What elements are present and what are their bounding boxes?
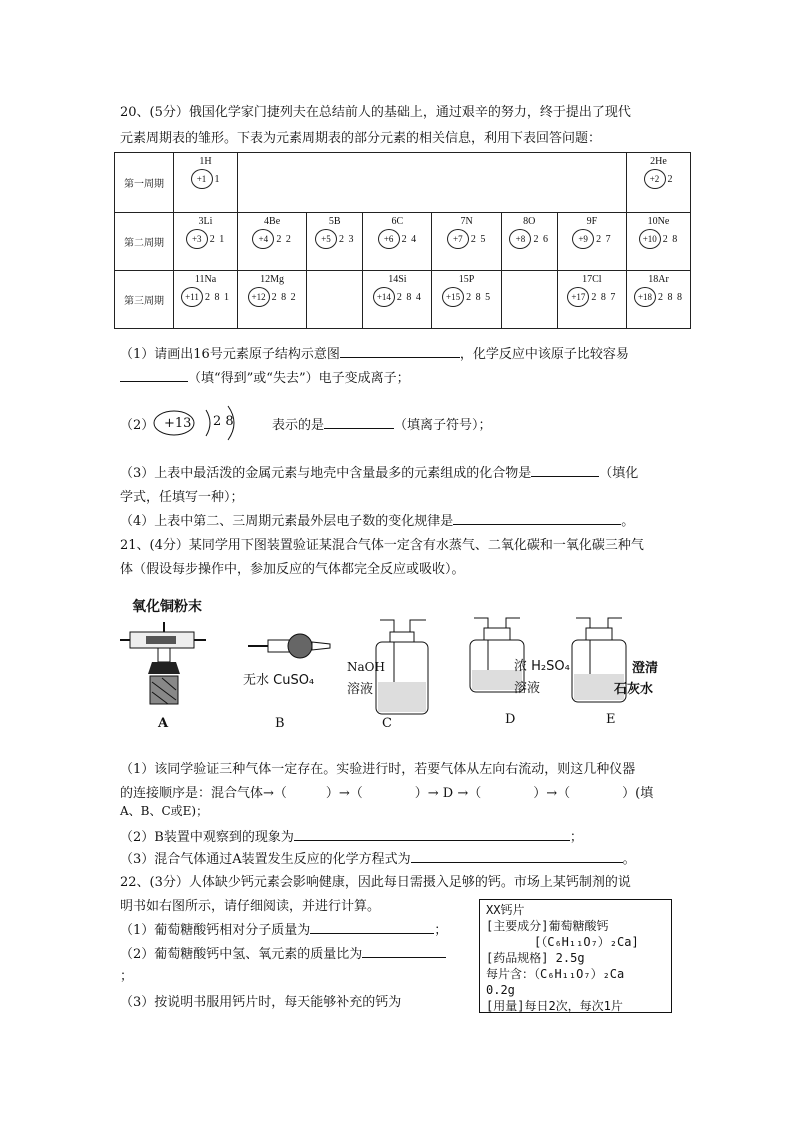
label-line: XX钙片 <box>486 903 525 917</box>
figure-title: 氧化铜粉末 <box>132 599 202 615</box>
empty-cell <box>501 271 557 329</box>
element-cell: 4Be +4 2 2 <box>238 213 307 271</box>
q22-part1: （1）葡萄糖酸钙相对分子质量为 ； <box>120 923 448 938</box>
element-cell: 9F +9 2 7 <box>557 213 626 271</box>
label-line: [（C₆H₁₁O₇）₂Ca] <box>534 935 639 949</box>
nucleus-charge: +13 <box>164 416 192 431</box>
q22-stem-line1: 22、(3分）人体缺少钙元素会影响健康，因此每日需摄入足够的钙。市场上某钙制剂的说 <box>120 875 631 890</box>
q22-stem-line2: 明书如右图所示，请仔细阅读，并进行计算。 <box>120 899 381 914</box>
label-line: [药品规格] 2.5g <box>486 951 585 965</box>
empty-cell <box>307 271 363 329</box>
period-label: 第一周期 <box>115 153 174 213</box>
q21-stem-line2: 体（假设每步操作中，参加反应的气体都完全反应或吸收）。 <box>120 562 465 577</box>
q20-part2: （2） <box>120 418 155 433</box>
element-cell: 17Cl +17 2 8 7 <box>557 271 626 329</box>
label-d-reagent1: 浓 H₂SO₄ <box>514 659 570 674</box>
q20-part1: （1）请画出16号元素原子结构示意图 ，化学反应中该原子比较容易 <box>120 347 629 362</box>
answer-blank[interactable] <box>340 345 460 358</box>
q20-part1-cont: （填“得到”或“失去”）电子变成离子； <box>120 367 410 386</box>
shell-arc <box>206 410 210 436</box>
q21-part1-line3: A、B、C或E)； <box>120 804 209 818</box>
answer-blank[interactable] <box>294 828 570 841</box>
label-e: E <box>606 712 616 727</box>
element-cell: 15P +15 2 8 5 <box>432 271 501 329</box>
label-line: [用量]每日2次，每次1片 <box>486 999 623 1013</box>
label-d-reagent2: 溶液 <box>514 681 541 696</box>
label-a: A <box>158 716 169 731</box>
element-cell: 11Na +11 2 8 1 <box>174 271 238 329</box>
period-label: 第二周期 <box>115 213 174 271</box>
element-cell: 8O +8 2 6 <box>501 213 557 271</box>
calcium-tablet-label <box>479 899 672 1013</box>
q22-part2-end: ； <box>120 969 134 984</box>
element-cell: 1H +1 1 <box>174 153 238 213</box>
element-cell: 12Mg +12 2 8 2 <box>238 271 307 329</box>
label-b: B <box>275 716 285 731</box>
q21-part1-line2: 的连接顺序是：混合气体→（ ）→（ ）→ D →（ ）→（ ）(填 <box>120 786 654 801</box>
q22-part2: （2）葡萄糖酸钙中氢、氧元素的质量比为 <box>120 943 446 962</box>
label-c-reagent1: NaOH <box>347 660 385 674</box>
answer-blank[interactable] <box>531 464 599 477</box>
q21-part1-line1: （1）该同学验证三种气体一定存在。实验进行时，若要气体从左向右流动，则这几种仪器 <box>120 762 636 777</box>
q20-part4: （4）上表中第二、三周期元素最外层电子数的变化规律是 。 <box>120 514 635 529</box>
label-d: D <box>505 712 516 727</box>
label-c-reagent2: 溶液 <box>347 682 374 697</box>
electron-shells: 2 8 <box>213 414 234 429</box>
label-line: 每片含：（C₆H₁₁O₇）₂Ca <box>486 967 625 981</box>
answer-blank[interactable] <box>324 416 394 429</box>
label-c: C <box>382 716 392 731</box>
element-cell: 6C +6 2 4 <box>363 213 432 271</box>
q20-part2-text: 表示的是 （填离子符号）； <box>272 418 492 433</box>
apparatus-a <box>120 622 206 704</box>
label-line: 0.2g <box>486 983 515 997</box>
element-cell: 2He +2 2 <box>627 153 691 213</box>
apparatus-b <box>248 634 330 658</box>
element-cell: 10Ne +10 2 8 <box>627 213 691 271</box>
q20-stem-line1: 20、(5分）俄国化学家门捷列夫在总结前人的基础上，通过艰辛的努力，终于提出了现代 <box>120 105 631 120</box>
answer-blank[interactable] <box>120 369 188 382</box>
q21-part2: （2）B装置中观察到的现象为 ； <box>120 830 583 845</box>
label-e-reagent1: 澄清 <box>632 661 659 676</box>
q20-part3-cont: 学式，任填写一种）； <box>120 490 244 505</box>
label-e-reagent2: 石灰水 <box>614 682 654 697</box>
element-cell: 5B +5 2 3 <box>307 213 363 271</box>
element-cell: 3Li +3 2 1 <box>174 213 238 271</box>
apparatus-figure <box>118 612 678 727</box>
empty-cell <box>238 153 627 213</box>
q21-part3: （3）混合气体通过A装置发生反应的化学方程式为 。 <box>120 852 636 867</box>
answer-blank[interactable] <box>310 921 434 934</box>
element-cell: 18Ar +18 2 8 8 <box>627 271 691 329</box>
label-line: [主要成分]葡萄糖酸钙 <box>486 919 609 933</box>
q21-stem-line1: 21、(4分）某同学用下图装置验证某混合气体一定含有水蒸气、二氧化碳和一氧化碳三种气 <box>120 538 644 553</box>
element-cell: 7N +7 2 5 <box>432 213 501 271</box>
q20-part3: （3）上表中最活泼的金属元素与地壳中含量最多的元素组成的化合物是 （填化 <box>120 466 639 481</box>
q20-stem-line2: 元素周期表的雏形。下表为元素周期表的部分元素的相关信息，利用下表回答问题： <box>120 131 602 146</box>
answer-blank[interactable] <box>362 945 446 958</box>
label-b-reagent: 无水 CuSO₄ <box>243 673 315 688</box>
q22-part3: （3）按说明书服用钙片时，每天能够补充的钙为 <box>120 995 402 1010</box>
element-cell: 14Si +14 2 8 4 <box>363 271 432 329</box>
period-label: 第三周期 <box>115 271 174 329</box>
answer-blank[interactable] <box>453 512 621 525</box>
answer-blank[interactable] <box>411 850 623 863</box>
periodic-table <box>114 152 691 329</box>
